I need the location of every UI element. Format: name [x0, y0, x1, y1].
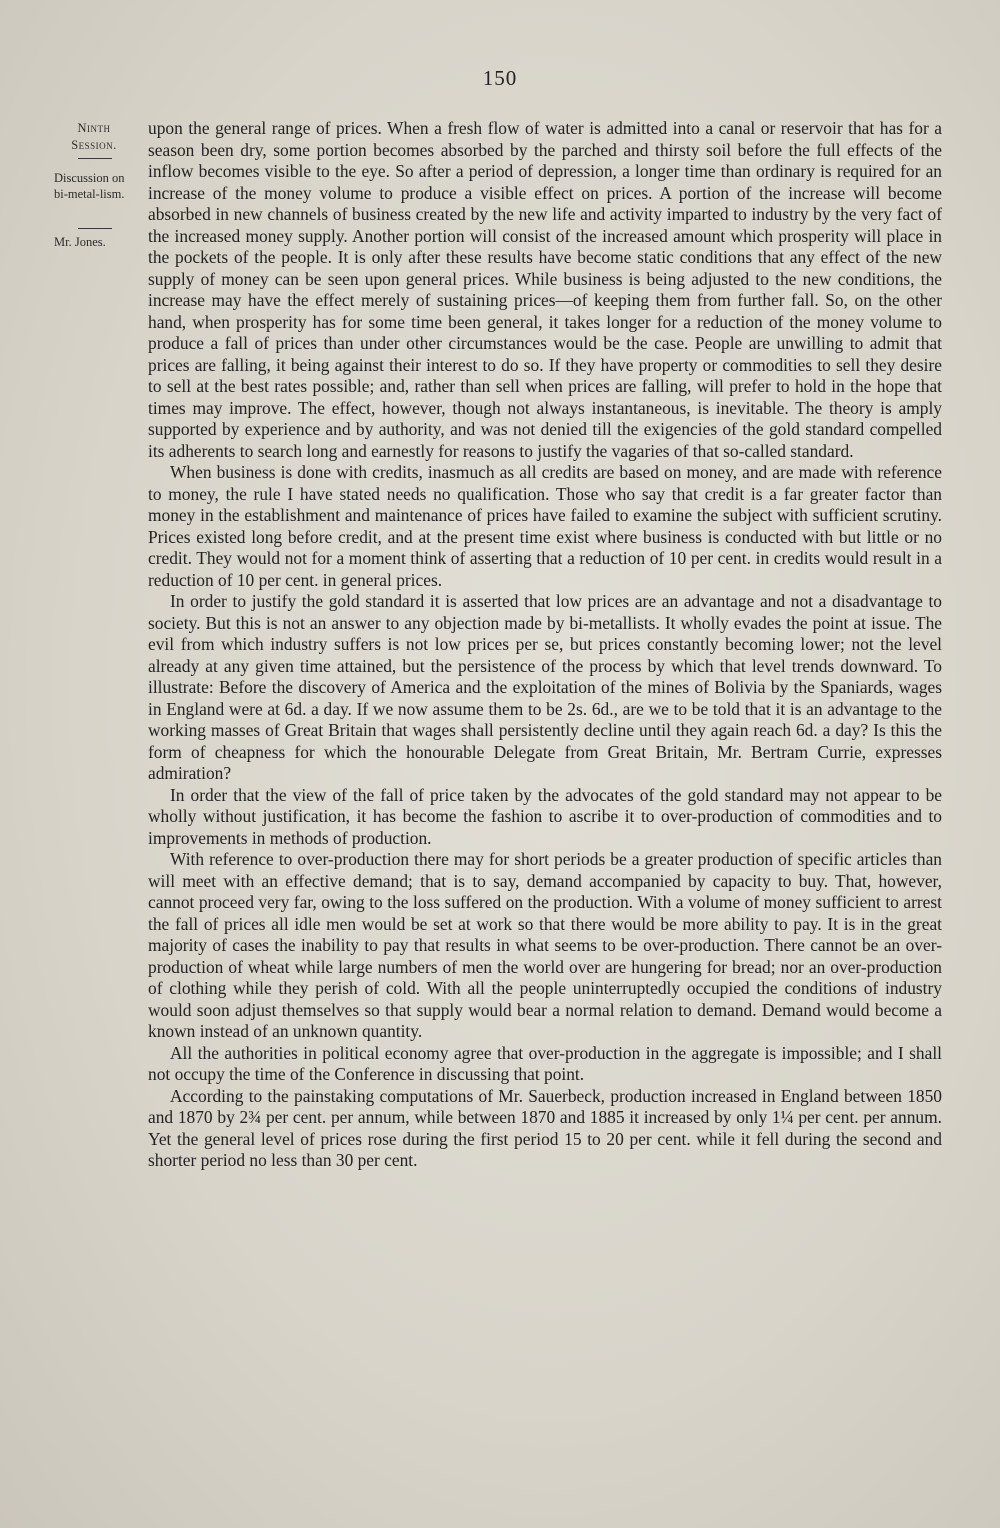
paragraph: upon the general range of prices. When a fresh flow of water is admitted into a canal or reservoir that has for a season been dry, some portion becomes absorbed by the parched and thirsty soil before the full effects of the inflow becomes visible to the eye. So after a period of depression, a longer time than ordinary is required for an increase of the money volume to produce a visible effect on prices. A portion of the increase will become absorbed in new channels of business created by the new life and activity imparted to industry by the very fact of the increased money supply. Another portion will consist of the increased amount which prosperity will place in the pockets of the people. It is only after these results have become static conditions that any effect of the new supply of money can be seen upon general prices. While business is being adjusted to the new conditions, the increase may have the effect merely of sustaining prices—of keeping them from further fall. So, on the other hand, when prosperity has for some time been general, it takes longer for a reduction of the money volume to produce a fall of prices than under other circumstances would be the case. People are unwilling to admit that prices are falling, it being against their interest to do so. If they have property or commodities to sell they desire to sell at the best rates possible; and, rather than sell when prices are falling, will prefer to hold in the hope that times may improve. The effect, however, though not always instantaneous, is inevitable. The theory is amply supported by experience and by authority, and was not denied till the exigencies of the gold standard compelled its adherents to search long and earnestly for reasons to justify the vagaries of that so-called standard. — [148, 118, 942, 461]
paragraph: In order that the view of the fall of price taken by the advocates of the gold standard may not appear to be wholly without justification, it has become the fashion to ascribe it to over-production of commodities and to improvements in methods of production. — [148, 784, 942, 848]
margin-speaker-label: Mr. Jones. — [54, 235, 106, 249]
paragraph: According to the painstaking computations of Mr. Sauerbeck, production increased in England between 1850 and 1870 by 2¾ per cent. per annum, while between 1870 and 1885 it increased by only 1¼ per cent. per annum. Yet the general level of prices rose during the first period 15 to 20 per cent. while it fell during the second and shorter period no less than 30 per cent. — [148, 1085, 942, 1170]
margin-session-line-2: Session. — [71, 138, 117, 152]
margin-session-label — [52, 120, 136, 154]
body-text — [148, 118, 942, 1172]
paragraph: With reference to over-production there may for short periods be a greater production of specific articles than will meet with an effective demand; that is to say, demand accompanied by capacity to buy. That, however, cannot proceed very far, owing to the loss suffered on the production. With a volume of money sufficient to arrest the fall of prices all idle men would be set at work so that there would be more ability to pay. It is in the great majority of cases the inability to pay that results in what seems to be over-production. There cannot be an over-production of wheat while large numbers of men the world over are hungering for bread; nor an over-production of clothing while they perish of cold. With all the people uninterruptedly occupied the conditions of industry would soon adjust themselves so that supply would bear a normal relation to demand. Demand would become a known instead of an unknown quantity. — [148, 849, 942, 1041]
paragraph: In order to justify the gold standard it is asserted that low prices are an advantage and not a disadvantage to society. But this is not an answer to any objection made by bi-metallists. It wholly evades the point at issue. The evil from which industry suffers is not low prices per se, but prices constantly becoming lower; not the level already at any given time attained, but the persistence of the process by which that level trends downward. To illustrate: Before the discovery of America and the exploitation of the mines of Bolivia by the Spaniards, wages in England were at 6d. a day. If we now assume them to be 2s. 6d., are we to be told that it is an advantage to the working masses of Great Britain that wages shall persistently decline until they again reach 6d. a day? Is this the form of cheapness for which the honourable Delegate from Great Britain, Mr. Bertram Currie, expresses admiration? — [148, 591, 942, 783]
page-number: 150 — [482, 66, 518, 90]
margin-topic-label: Discussion on bi-metal-lism. — [54, 171, 125, 201]
margin-divider — [78, 228, 112, 229]
margin-divider — [78, 158, 112, 159]
paragraph: When business is done with credits, inasmuch as all credits are based on money, and are made with reference to money, the rule I have stated needs no qualification. Those who say that credit is a far greater factor than money in the establishment and maintenance of prices have failed to examine the subject with sufficient scrutiny. Prices existed long before credit, and at the present time exist where business is conducted with but little or no credit. They would not for a moment think of asserting that a reduction of 10 per cent. in credits would result in a reduction of 10 per cent. in general prices. — [148, 462, 942, 590]
paragraph: All the authorities in political economy agree that over-production in the aggregate is impossible; and I shall not occupy the time of the Conference in discussing that point. — [148, 1042, 942, 1084]
margin-session-line-1: Ninth — [77, 121, 111, 135]
